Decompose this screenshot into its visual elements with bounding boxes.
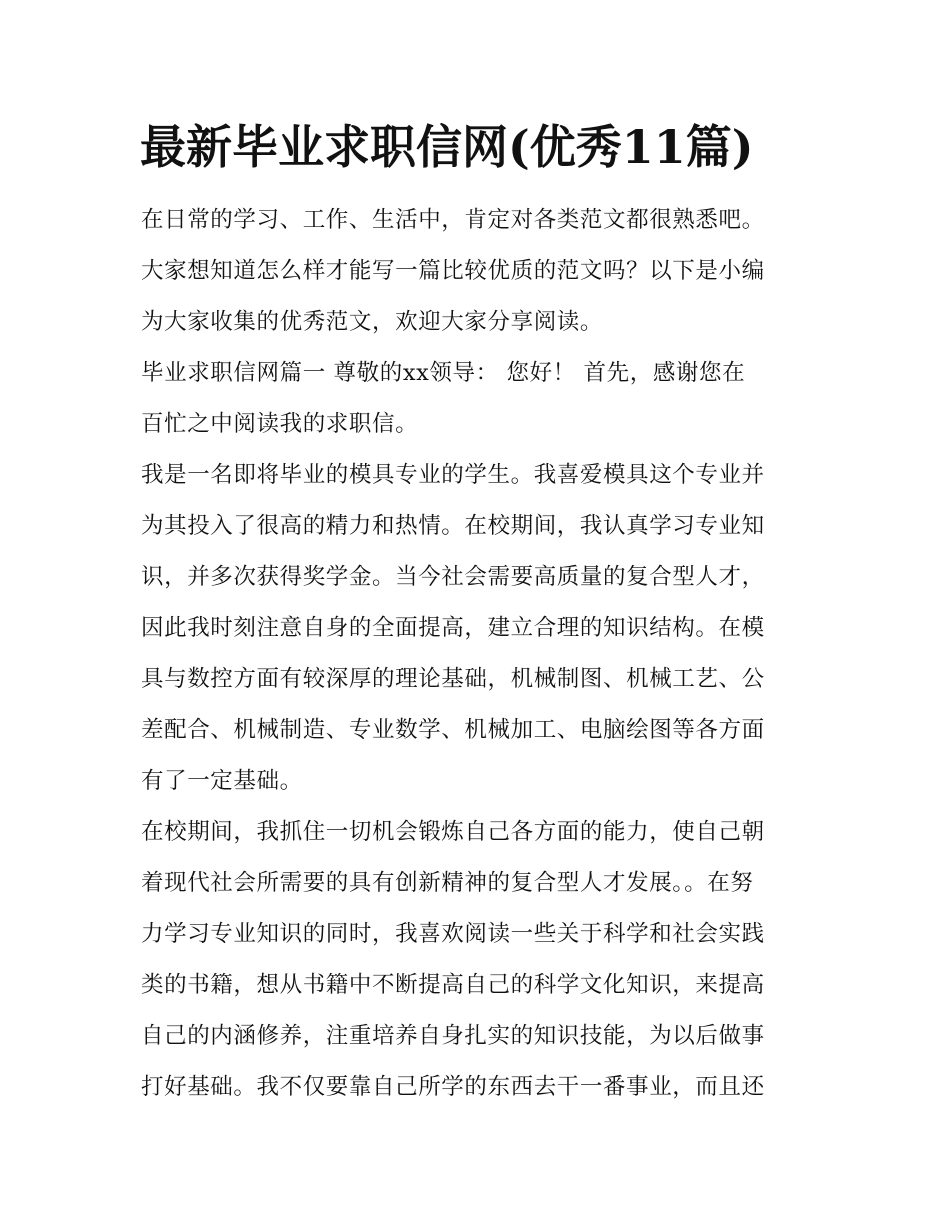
page-title: 最新毕业求职信网(优秀11篇) bbox=[140, 120, 754, 174]
text-line: 类的书籍，想从书籍中不断提高自己的科学文化知识，来提高 bbox=[141, 972, 765, 998]
text-line: 百忙之中阅读我的求职信。 bbox=[141, 411, 419, 437]
text-line: 因此我时刻注意自身的全面提高，建立合理的知识结构。在模 bbox=[141, 615, 765, 641]
text-line: 大家想知道怎么样才能写一篇比较优质的范文吗？以下是小编 bbox=[141, 258, 765, 284]
text-line: 着现代社会所需要的具有创新精神的复合型人才发展。。在努 bbox=[141, 870, 754, 896]
text-line: 力学习专业知识的同时，我喜欢阅读一些关于科学和社会实践 bbox=[141, 921, 765, 947]
text-line: 在校期间，我抓住一切机会锻炼自己各方面的能力，使自己朝 bbox=[141, 819, 765, 845]
text-line: 具与数控方面有较深厚的理论基础，机械制图、机械工艺、公 bbox=[141, 666, 765, 692]
text-line: 有了一定基础。 bbox=[141, 768, 303, 794]
text-line: 为其投入了很高的精力和热情。在校期间，我认真学习专业知 bbox=[141, 513, 765, 539]
text-line: 为大家收集的优秀范文，欢迎大家分享阅读。 bbox=[141, 309, 604, 335]
text-line: 在日常的学习、工作、生活中，肯定对各类范文都很熟悉吧。 bbox=[141, 207, 765, 233]
text-line: 识，并多次获得奖学金。当今社会需要高质量的复合型人才， bbox=[141, 564, 765, 590]
text-line: 毕业求职信网篇一 尊敬的xx领导： 您好！ 首先，感谢您在 bbox=[141, 360, 746, 386]
text-line: 差配合、机械制造、专业数学、机械加工、电脑绘图等各方面 bbox=[141, 717, 765, 743]
text-line: 打好基础。我不仅要靠自己所学的东西去干一番事业，而且还 bbox=[141, 1074, 765, 1100]
text-line: 我是一名即将毕业的模具专业的学生。我喜爱模具这个专业并 bbox=[141, 462, 765, 488]
text-line: 自己的内涵修养，注重培养自身扎实的知识技能，为以后做事 bbox=[141, 1023, 765, 1049]
